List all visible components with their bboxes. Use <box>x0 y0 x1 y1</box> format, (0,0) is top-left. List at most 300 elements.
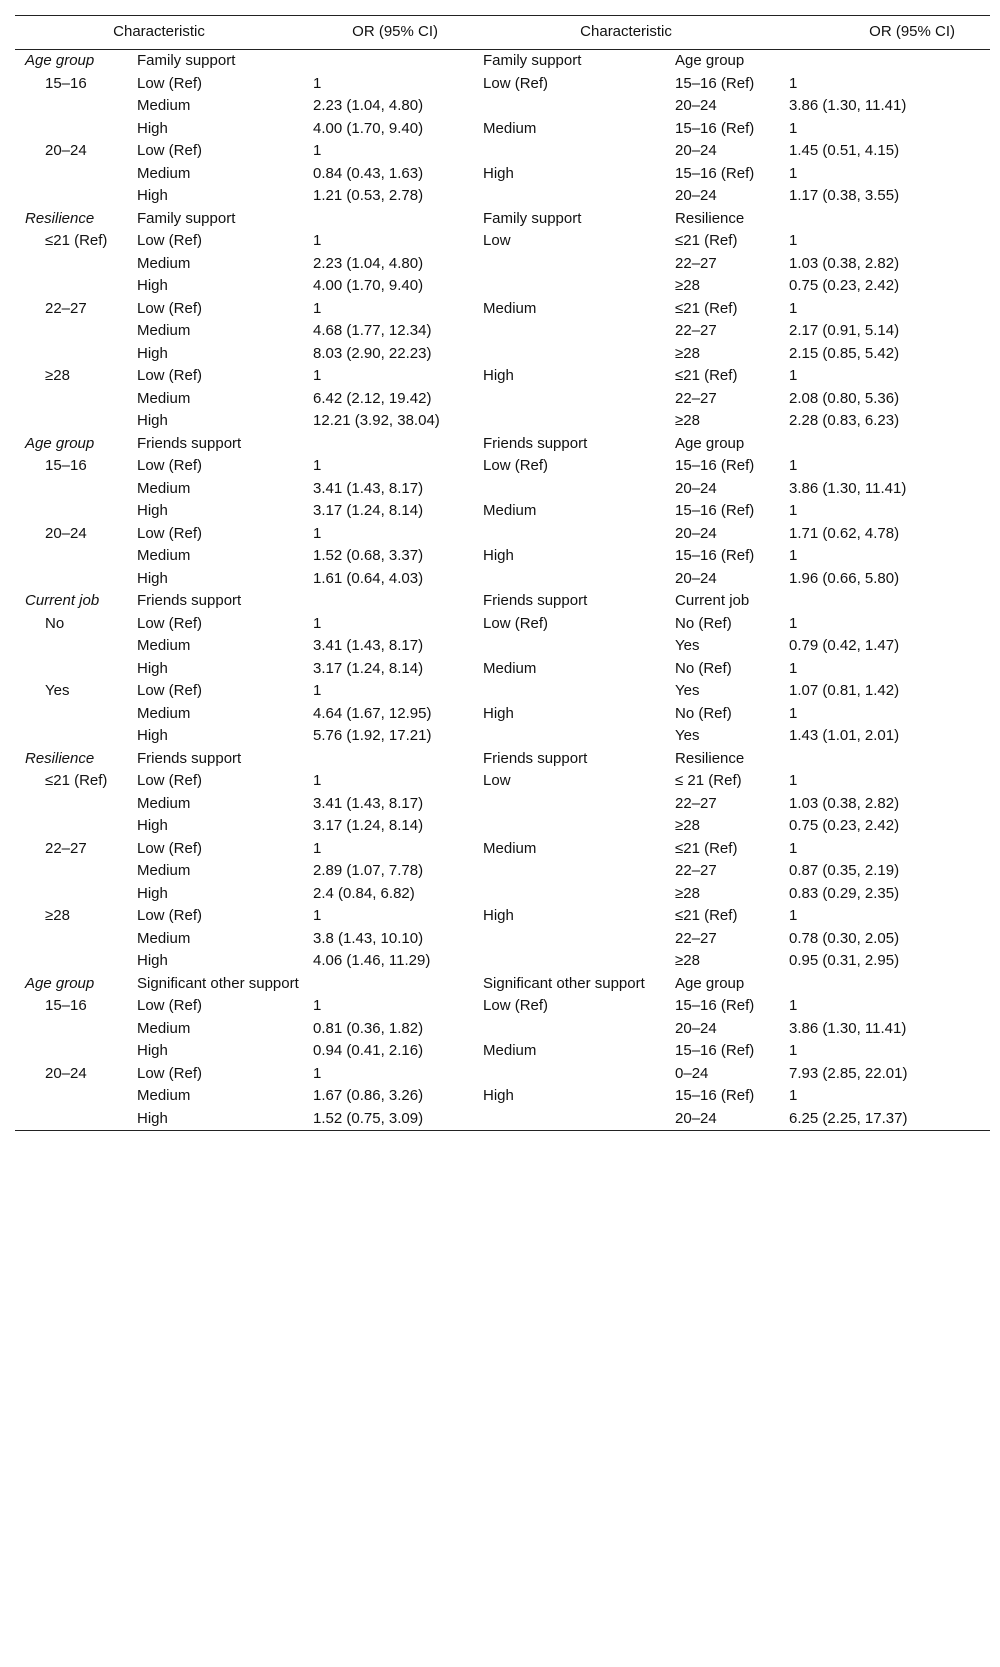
row-support-level-right: Low (Ref) <box>483 997 549 1014</box>
row-or-left: 6.42 (2.12, 19.42) <box>313 389 432 407</box>
row-stratum-right: ≤21 (Ref) <box>675 907 738 924</box>
row-stratum <box>15 185 127 208</box>
table-row <box>15 1085 990 1108</box>
row-or-left: 1 <box>313 1064 322 1082</box>
row-or-left <box>303 590 473 613</box>
row-or-right: 2.08 (0.80, 5.36) <box>789 389 900 407</box>
row-support-level-right <box>473 680 665 703</box>
row-or-left <box>303 208 473 231</box>
row-or-left: 3.41 (1.43, 8.17) <box>313 637 424 654</box>
row-stratum: 22–27 <box>45 299 87 317</box>
row-stratum: Current job <box>25 592 100 609</box>
row-support-level: High <box>137 502 168 519</box>
row-or-left: 1.52 (0.68, 3.37) <box>313 547 424 564</box>
row-stratum-right: ≤21 (Ref) <box>675 232 738 249</box>
table-group-row <box>15 973 990 996</box>
row-support-level-right: Medium <box>483 119 537 137</box>
row-or-right <box>779 973 990 996</box>
header-characteristic-left: Characteristic <box>15 16 303 50</box>
table-row <box>15 1040 990 1063</box>
row-or-right: 1 <box>789 659 798 677</box>
row-stratum-right: 15–16 (Ref) <box>675 119 755 137</box>
row-stratum-right: 22–27 <box>675 929 717 947</box>
row-support-level-right: Significant other support <box>483 974 645 992</box>
row-stratum <box>15 658 127 681</box>
row-or-left: 4.06 (1.46, 11.29) <box>313 952 431 969</box>
row-stratum-right: 22–27 <box>675 389 717 407</box>
row-support-level-right: Medium <box>483 839 537 857</box>
row-stratum-right: ≥28 <box>675 817 700 834</box>
row-support-level: Low (Ref) <box>137 1064 203 1082</box>
row-support-level: Low (Ref) <box>137 457 203 474</box>
row-stratum <box>15 950 127 973</box>
row-stratum-right: 22–27 <box>675 254 717 272</box>
row-or-left: 1.61 (0.64, 4.03) <box>313 569 424 587</box>
row-support-level-right <box>473 478 665 501</box>
table-row <box>15 793 990 816</box>
table-row <box>15 860 990 883</box>
row-or-left: 4.68 (1.77, 12.34) <box>313 322 432 339</box>
row-support-level: Low (Ref) <box>137 997 203 1014</box>
row-or-right: 1 <box>789 614 798 632</box>
row-support-level: Low (Ref) <box>137 299 203 317</box>
row-stratum: Yes <box>45 682 70 699</box>
row-or-left: 0.84 (0.43, 1.63) <box>313 164 424 182</box>
row-or-left: 1 <box>313 524 322 542</box>
row-or-left: 1.67 (0.86, 3.26) <box>313 1087 424 1104</box>
row-or-right: 0.78 (0.30, 2.05) <box>789 929 900 947</box>
row-stratum <box>15 500 127 523</box>
row-or-right: 0.83 (0.29, 2.35) <box>789 884 900 902</box>
row-or-left: 2.23 (1.04, 4.80) <box>313 254 424 272</box>
table-row <box>15 500 990 523</box>
table-row <box>15 680 990 703</box>
row-or-right: 1 <box>789 299 798 317</box>
row-support-level: Friends support <box>137 592 242 609</box>
row-support-level: Low (Ref) <box>137 614 203 632</box>
row-or-right: 1 <box>789 1042 798 1059</box>
row-stratum-right: Yes <box>675 727 700 744</box>
row-or-right: 1.03 (0.38, 2.82) <box>789 794 900 812</box>
row-support-level-right <box>473 815 665 838</box>
row-support-level: Low (Ref) <box>137 772 203 789</box>
row-or-left: 1 <box>313 232 322 249</box>
table-row <box>15 950 990 973</box>
row-or-right: 0.95 (0.31, 2.95) <box>789 952 900 969</box>
row-support-level-right: Low (Ref) <box>483 74 549 92</box>
row-stratum-right: 20–24 <box>675 1019 717 1037</box>
row-stratum: Resilience <box>25 209 95 227</box>
table-row <box>15 365 990 388</box>
row-support-level-right: Low (Ref) <box>483 614 549 632</box>
row-or-left: 1 <box>313 457 322 474</box>
row-support-level-right <box>473 410 665 433</box>
header-or-left: OR (95% CI) <box>303 16 473 50</box>
table-row <box>15 568 990 591</box>
row-or-right: 1 <box>789 997 798 1014</box>
row-stratum-right: 15–16 (Ref) <box>675 457 755 474</box>
row-stratum <box>15 928 127 951</box>
row-support-level-right <box>473 568 665 591</box>
row-stratum-right: 22–27 <box>675 322 717 339</box>
row-support-level-right <box>473 883 665 906</box>
table-row <box>15 770 990 793</box>
row-stratum-right: Yes <box>675 637 700 654</box>
row-or-left: 4.64 (1.67, 12.95) <box>313 704 432 722</box>
row-stratum <box>15 388 127 411</box>
row-support-level-right: High <box>483 367 514 384</box>
row-support-level: Low (Ref) <box>137 524 203 542</box>
row-support-level: Family support <box>137 52 236 69</box>
row-support-level: Medium <box>137 389 191 407</box>
table-row <box>15 163 990 186</box>
row-support-level: Friends support <box>137 749 242 767</box>
table-row <box>15 815 990 838</box>
row-or-left: 0.81 (0.36, 1.82) <box>313 1019 424 1037</box>
row-support-level: Low (Ref) <box>137 682 203 699</box>
row-support-level-right: Friends support <box>483 434 588 452</box>
row-or-right <box>779 50 990 73</box>
row-or-right: 2.15 (0.85, 5.42) <box>789 344 900 362</box>
row-stratum: ≥28 <box>45 907 70 924</box>
table-group-row <box>15 748 990 771</box>
row-support-level-right <box>473 185 665 208</box>
row-support-level: High <box>137 884 168 902</box>
table-group-row <box>15 433 990 456</box>
row-stratum-right: 20–24 <box>675 187 717 204</box>
table-row <box>15 613 990 636</box>
row-support-level-right: Medium <box>483 1042 537 1059</box>
row-stratum <box>15 815 127 838</box>
row-stratum: Age group <box>25 434 95 452</box>
row-or-left <box>303 973 473 996</box>
row-or-left: 1 <box>313 142 322 159</box>
row-or-left: 2.89 (1.07, 7.78) <box>313 862 424 879</box>
row-or-left: 1 <box>313 614 322 632</box>
row-support-level: Significant other support <box>137 974 299 992</box>
row-or-right: 1 <box>789 232 798 249</box>
row-or-left: 3.41 (1.43, 8.17) <box>313 479 424 497</box>
table-row <box>15 253 990 276</box>
row-support-level-right: Medium <box>483 502 537 519</box>
row-or-right: 2.28 (0.83, 6.23) <box>789 412 900 429</box>
row-or-right: 2.17 (0.91, 5.14) <box>789 322 900 339</box>
row-stratum <box>15 568 127 591</box>
table-row <box>15 410 990 433</box>
row-or-left: 8.03 (2.90, 22.23) <box>313 344 432 362</box>
row-stratum <box>15 725 127 748</box>
row-support-level: Medium <box>137 254 191 272</box>
row-stratum-right: ≤21 (Ref) <box>675 839 738 857</box>
table-row <box>15 838 990 861</box>
row-or-right <box>779 208 990 231</box>
row-stratum-right: No (Ref) <box>675 614 732 632</box>
row-stratum-right: ≥28 <box>675 884 700 902</box>
row-or-left: 1 <box>313 907 322 924</box>
row-support-level-right: Medium <box>483 299 537 317</box>
row-support-level: Friends support <box>137 434 242 452</box>
row-support-level-right <box>473 320 665 343</box>
row-stratum: 20–24 <box>45 1064 87 1082</box>
row-support-level-right <box>473 635 665 658</box>
row-support-level: Medium <box>137 479 191 497</box>
row-or-left: 3.17 (1.24, 8.14) <box>313 817 424 834</box>
row-or-right: 1.71 (0.62, 4.78) <box>789 524 900 542</box>
row-or-left: 1 <box>313 299 322 317</box>
row-or-right: 1 <box>789 907 798 924</box>
row-or-left: 2.23 (1.04, 4.80) <box>313 97 424 114</box>
table-group-row <box>15 208 990 231</box>
row-support-level-right: Family support <box>483 52 582 69</box>
row-support-level-right: Low <box>483 232 511 249</box>
table-group-row <box>15 590 990 613</box>
table-row <box>15 703 990 726</box>
row-support-level: High <box>137 344 168 362</box>
row-support-level-right: High <box>483 1087 514 1104</box>
row-stratum-right: 20–24 <box>675 569 717 587</box>
row-or-left <box>303 748 473 771</box>
row-or-right: 0.75 (0.23, 2.42) <box>789 277 900 294</box>
row-support-level: Low (Ref) <box>137 367 203 384</box>
row-or-left: 2.4 (0.84, 6.82) <box>313 884 415 902</box>
table-row <box>15 635 990 658</box>
row-support-level: Medium <box>137 929 191 947</box>
row-stratum <box>15 1018 127 1041</box>
row-or-right: 1.03 (0.38, 2.82) <box>789 254 900 272</box>
row-stratum-right: 15–16 (Ref) <box>675 164 755 182</box>
row-support-level-right <box>473 140 665 163</box>
table-row <box>15 545 990 568</box>
row-stratum-right: 15–16 (Ref) <box>675 502 755 519</box>
row-support-level-right <box>473 275 665 298</box>
row-or-right: 1.07 (0.81, 1.42) <box>789 682 900 699</box>
table-row <box>15 905 990 928</box>
row-stratum <box>15 253 127 276</box>
row-or-right: 1.96 (0.66, 5.80) <box>789 569 900 587</box>
row-or-right: 1 <box>789 547 798 564</box>
row-support-level: Medium <box>137 97 191 114</box>
row-or-left: 1 <box>313 839 322 857</box>
row-support-level-right: High <box>483 164 514 182</box>
row-support-level: Medium <box>137 637 191 654</box>
row-support-level-right <box>473 950 665 973</box>
row-stratum: Age group <box>25 52 95 69</box>
row-stratum <box>15 95 127 118</box>
row-or-right: 1 <box>789 704 798 722</box>
row-stratum <box>15 410 127 433</box>
table-row <box>15 1063 990 1086</box>
row-or-right: 3.86 (1.30, 11.41) <box>789 1019 907 1037</box>
row-stratum-right: 20–24 <box>675 524 717 542</box>
row-or-left <box>303 50 473 73</box>
table-row <box>15 455 990 478</box>
row-stratum-right: No (Ref) <box>675 659 732 677</box>
row-stratum-right: 20–24 <box>675 97 717 114</box>
row-stratum-right: 20–24 <box>665 1108 779 1131</box>
row-stratum-right: 22–27 <box>675 794 717 812</box>
table-row <box>15 95 990 118</box>
row-or-right: 3.86 (1.30, 11.41) <box>789 97 907 114</box>
row-support-level: High <box>137 119 168 137</box>
row-support-level: Medium <box>137 164 191 182</box>
row-support-level-right <box>473 388 665 411</box>
table-row <box>15 478 990 501</box>
header-characteristic-right: Characteristic <box>473 16 779 50</box>
row-stratum <box>15 320 127 343</box>
table-row <box>15 523 990 546</box>
row-stratum-right: No (Ref) <box>675 704 732 722</box>
table-row <box>15 995 990 1018</box>
row-or-left: 4.00 (1.70, 9.40) <box>313 277 424 294</box>
row-support-level-right: Low (Ref) <box>483 457 549 474</box>
table-row <box>15 725 990 748</box>
row-support-level: High <box>137 277 168 294</box>
row-support-level: Low (Ref) <box>137 232 203 249</box>
row-support-level: Low (Ref) <box>137 839 203 857</box>
row-stratum: 20–24 <box>45 524 87 542</box>
row-or-right <box>779 433 990 456</box>
row-stratum-right: ≥28 <box>675 277 700 294</box>
row-support-level-right <box>473 343 665 366</box>
row-stratum-right: Age group <box>675 52 745 69</box>
row-or-right: 3.86 (1.30, 11.41) <box>789 479 907 497</box>
row-support-level: High <box>137 412 168 429</box>
row-support-level-right <box>473 793 665 816</box>
row-support-level-right: Friends support <box>483 749 588 767</box>
row-support-level: High <box>137 817 168 834</box>
row-support-level: Medium <box>137 794 191 812</box>
row-or-right: 1 <box>789 1087 798 1104</box>
row-support-level: Medium <box>137 547 191 564</box>
row-stratum: 22–27 <box>45 839 87 857</box>
row-or-right: 1 <box>789 367 798 384</box>
row-or-right: 0.79 (0.42, 1.47) <box>789 637 900 654</box>
row-support-level: Low (Ref) <box>137 142 203 159</box>
table-row <box>15 883 990 906</box>
row-or-right: 1.43 (1.01, 2.01) <box>789 727 900 744</box>
row-support-level: Low (Ref) <box>137 74 203 92</box>
table-row <box>15 298 990 321</box>
row-stratum <box>15 118 127 141</box>
row-stratum <box>15 635 127 658</box>
table-row <box>15 275 990 298</box>
row-stratum-right: 15–16 (Ref) <box>675 1042 755 1059</box>
table-row <box>15 320 990 343</box>
table-row <box>15 658 990 681</box>
row-or-right: 1 <box>789 772 798 789</box>
row-or-left: 1 <box>313 367 322 384</box>
row-or-left: 3.17 (1.24, 8.14) <box>313 659 424 677</box>
row-stratum <box>15 163 127 186</box>
row-or-right: 1 <box>789 164 798 182</box>
row-stratum-right: Current job <box>675 592 750 609</box>
row-support-level-right: Family support <box>483 209 582 227</box>
row-stratum <box>15 275 127 298</box>
row-or-left: 4.00 (1.70, 9.40) <box>313 119 424 137</box>
row-or-left: 1 <box>313 772 322 789</box>
row-stratum-right: 20–24 <box>675 142 717 159</box>
table-header-row <box>15 16 990 50</box>
row-stratum: 15–16 <box>45 457 87 474</box>
row-or-right: 1 <box>789 119 798 137</box>
row-stratum: ≤21 (Ref) <box>45 232 108 249</box>
row-stratum-right: ≥28 <box>675 412 700 429</box>
row-or-left <box>303 433 473 456</box>
row-support-level-right: High <box>483 704 514 722</box>
row-or-left: 1.52 (0.75, 3.09) <box>303 1108 473 1131</box>
table-row <box>15 73 990 96</box>
row-or-right: 0.75 (0.23, 2.42) <box>789 817 900 834</box>
row-support-level-right: High <box>483 907 514 924</box>
row-stratum-right: Yes <box>675 682 700 699</box>
row-or-left: 1 <box>313 682 322 699</box>
row-stratum-right: ≤21 (Ref) <box>675 299 738 317</box>
row-stratum-right: 22–27 <box>675 862 717 879</box>
row-stratum <box>15 1040 127 1063</box>
row-or-left: 5.76 (1.92, 17.21) <box>313 727 432 744</box>
row-stratum: ≤21 (Ref) <box>45 772 108 789</box>
row-stratum-right: 0–24 <box>675 1064 709 1082</box>
row-support-level: Medium <box>137 1019 191 1037</box>
row-or-right <box>779 590 990 613</box>
table-row <box>15 1018 990 1041</box>
row-stratum: Age group <box>25 974 95 992</box>
row-or-right: 0.87 (0.35, 2.19) <box>789 862 900 879</box>
row-or-left: 3.17 (1.24, 8.14) <box>313 502 424 519</box>
row-or-right: 7.93 (2.85, 22.01) <box>789 1064 908 1082</box>
row-or-left: 3.8 (1.43, 10.10) <box>313 929 424 947</box>
table-row <box>15 230 990 253</box>
row-support-level: High <box>137 1042 168 1059</box>
row-stratum <box>15 1085 127 1108</box>
row-support-level: High <box>137 727 168 744</box>
row-or-right: 1.45 (0.51, 4.15) <box>789 142 900 159</box>
row-stratum <box>15 860 127 883</box>
odds-ratio-table <box>15 15 990 1131</box>
row-support-level-right: Friends support <box>483 592 588 609</box>
row-stratum-right: 15–16 (Ref) <box>675 1087 755 1104</box>
row-stratum: 20–24 <box>45 142 87 159</box>
row-stratum-right: ≤ 21 (Ref) <box>675 772 742 789</box>
row-stratum: 15–16 <box>45 74 87 92</box>
row-stratum <box>15 478 127 501</box>
row-stratum: ≥28 <box>45 367 70 384</box>
row-or-right: 1 <box>789 502 798 519</box>
row-stratum <box>15 793 127 816</box>
row-support-level: Medium <box>137 322 191 339</box>
row-support-level-right <box>473 1108 665 1131</box>
row-support-level-right <box>473 253 665 276</box>
row-stratum-right: Resilience <box>675 209 745 227</box>
row-stratum <box>15 703 127 726</box>
row-or-left: 1.21 (0.53, 2.78) <box>313 187 424 204</box>
row-support-level-right <box>473 95 665 118</box>
row-stratum <box>15 545 127 568</box>
row-support-level-right: High <box>483 547 514 564</box>
row-stratum-right: Resilience <box>675 749 745 767</box>
row-support-level-right <box>473 928 665 951</box>
row-support-level-right <box>473 523 665 546</box>
table-row <box>15 928 990 951</box>
row-support-level: Low (Ref) <box>137 907 203 924</box>
row-support-level-right: Low <box>483 772 511 789</box>
row-or-left: 12.21 (3.92, 38.04) <box>313 412 440 429</box>
table-row <box>15 118 990 141</box>
row-support-level: Medium <box>137 704 191 722</box>
row-support-level: High <box>137 659 168 677</box>
row-stratum-right: Age group <box>675 434 745 452</box>
row-support-level: High <box>137 187 168 204</box>
